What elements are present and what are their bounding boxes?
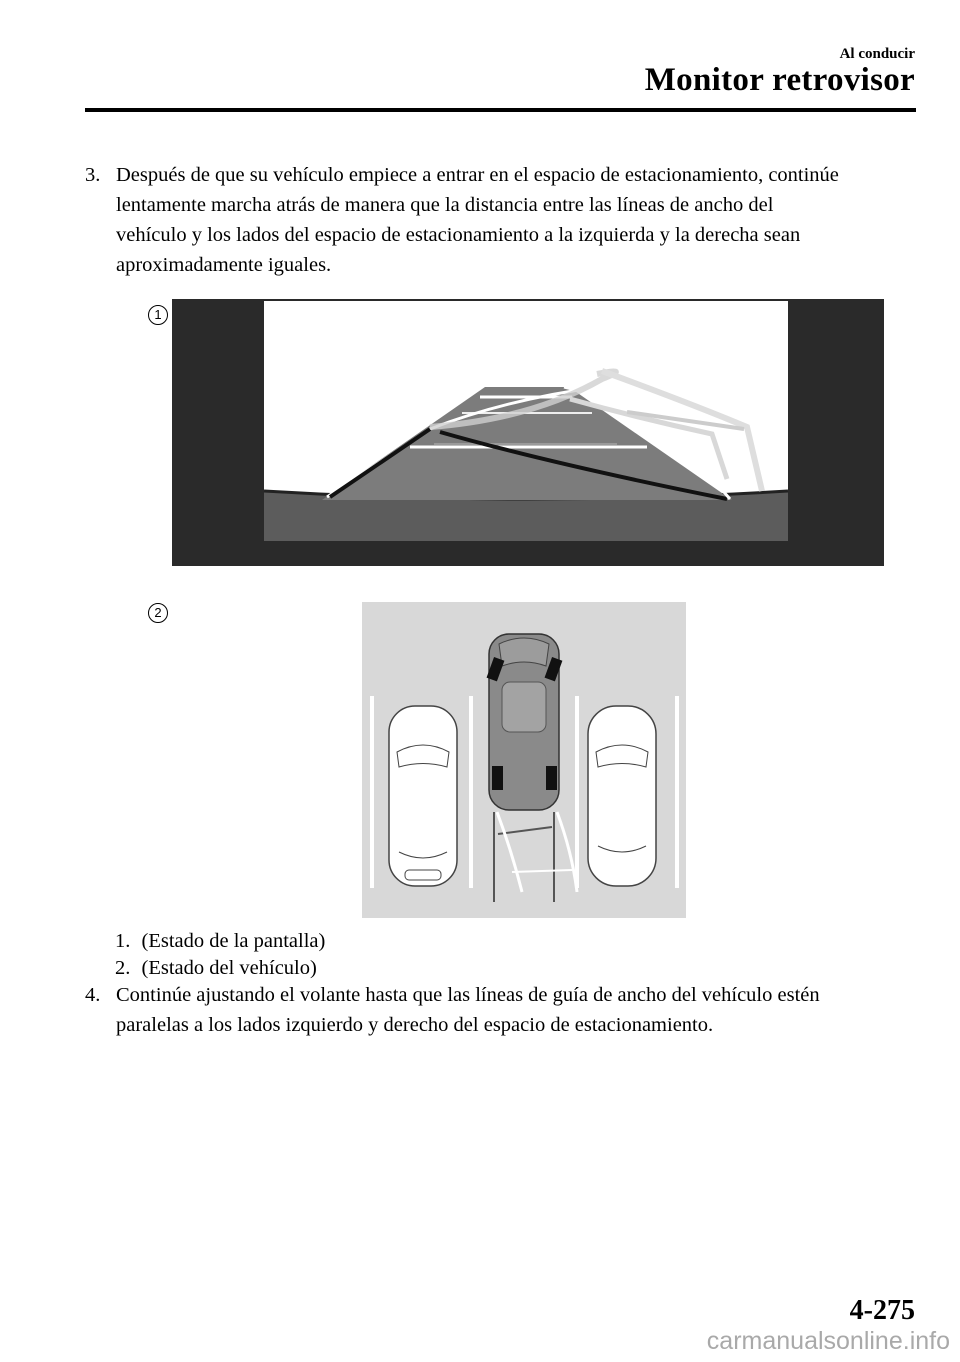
vehicle-state-illustration	[362, 602, 686, 918]
step-4-line: Continúe ajustando el volante hasta que las líneas de guía de ancho del vehículo estén	[116, 984, 820, 1006]
step-3-line: vehículo y los lados del espacio de estacionamiento a la izquierda y la derecha sean	[116, 224, 801, 246]
caption-1-text: (Estado de la pantalla)	[141, 930, 326, 952]
caption-1-number: 1.	[115, 930, 131, 952]
caption-2-number: 2.	[115, 957, 131, 979]
page-title: Monitor retrovisor	[644, 62, 915, 98]
step-4	[85, 980, 925, 1040]
screen-state-illustration	[172, 299, 884, 566]
header-rule	[85, 108, 916, 112]
page-number: 4-275	[849, 1295, 915, 1326]
step-3-line: lentamente marcha atrás de manera que la distancia entre las líneas de ancho del	[116, 194, 774, 216]
step-3-line: Después de que su vehículo empiece a entrar en el espacio de estacionamiento, continúe	[116, 164, 839, 186]
caption-2	[115, 953, 317, 983]
figure-marker-1: 1	[148, 305, 168, 325]
watermark: carmanualsonline.info	[706, 1327, 950, 1355]
caption-2-text: (Estado del vehículo)	[141, 957, 317, 979]
step-4-text	[116, 980, 820, 1040]
step-3-text	[116, 160, 839, 280]
caption-1	[115, 926, 325, 956]
step-4-line: paralelas a los lados izquierdo y derecho del espacio de estacionamiento.	[116, 1014, 714, 1036]
section-label: Al conducir	[839, 46, 915, 62]
step-3-line: aproximadamente iguales.	[116, 254, 332, 276]
figure-marker-2: 2	[148, 603, 168, 623]
step-3-number: 3.	[85, 164, 101, 186]
step-3	[85, 160, 925, 280]
step-4-number: 4.	[85, 984, 101, 1006]
